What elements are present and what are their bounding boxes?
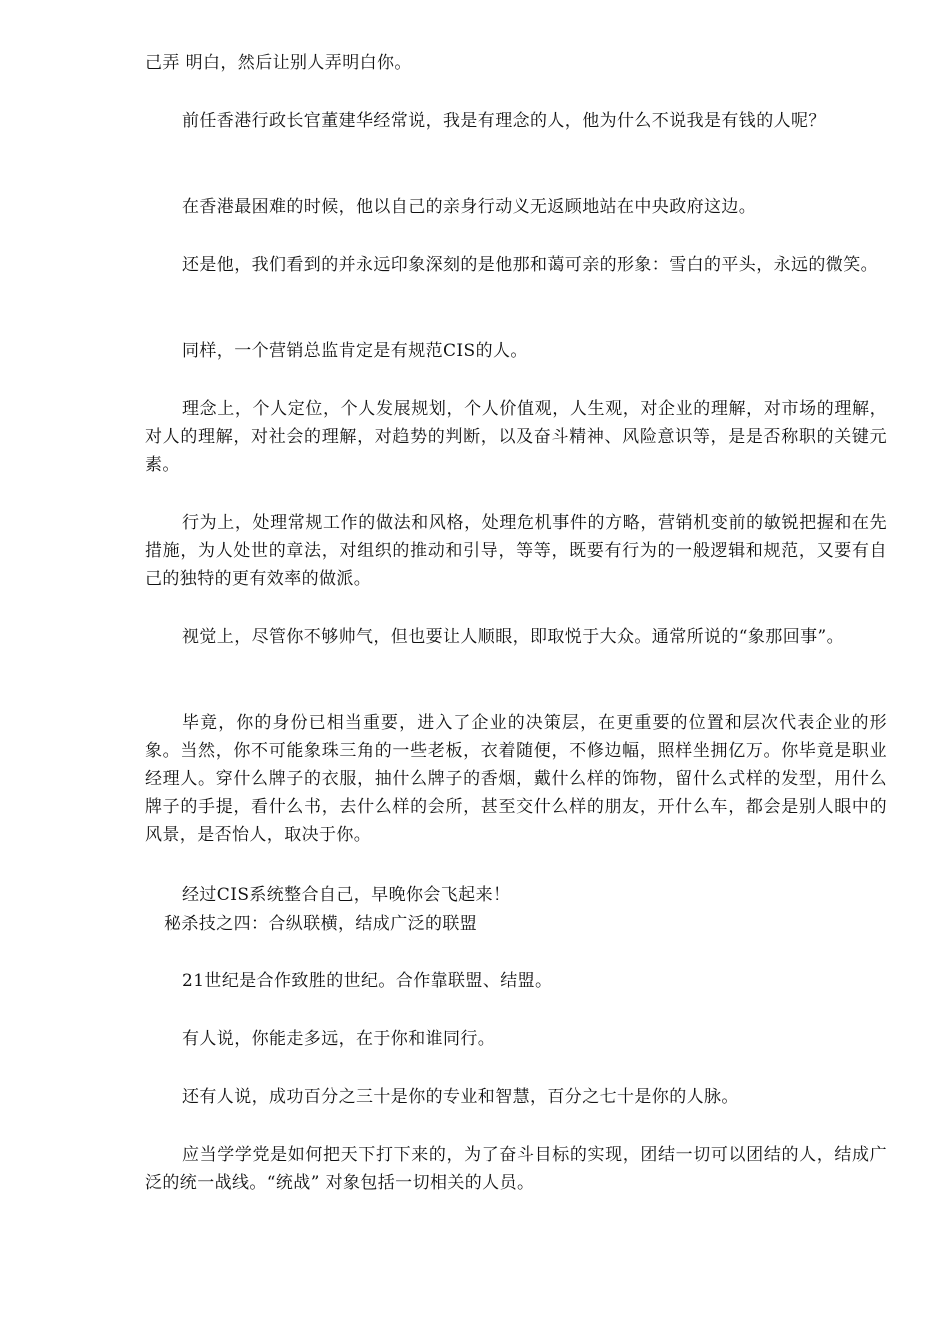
paragraph-united-front: 应当学学党是如何把天下打下来的，为了奋斗目标的实现，团结一切可以团结的人，结成广泛的统一战线。“统战” 对象包括一切相关的人员。 [145,1145,887,1193]
paragraph-image-impression: 还是他，我们看到的并永远印象深刻的是他那和蔼可亲的形象：雪白的平头，永远的微笑。 [182,255,878,275]
paragraph-behavior: 行为上，处理常规工作的做法和风格，处理危机事件的方略，营销机变前的敏锐把握和在先措施，为人处世的章法，对组织的推动和引导，等等，既要有行为的一般逻辑和规范，又要有自己的独特的更有效率的做派。 [145,513,887,589]
paragraph-cis-intro: 同样，一个营销总监肯定是有规范CIS的人。 [182,341,528,361]
paragraph-21st-century: 21世纪是合作致胜的世纪。合作靠联盟、结盟。 [182,971,553,991]
paragraph-concept: 理念上，个人定位，个人发展规划，个人价值观，人生观，对企业的理解，对市场的理解，对人的理解，对社会的理解，对趋势的判断，以及奋斗精神、风险意识等，是是否称职的关键元素。 [145,399,887,475]
paragraph-continuation: 己弄 明白，然后让别人弄明白你。 [145,53,412,73]
paragraph-how-far: 有人说，你能走多远，在于你和谁同行。 [182,1029,496,1049]
paragraph-network: 还有人说，成功百分之三十是你的专业和智慧，百分之七十是你的人脉。 [182,1087,739,1107]
paragraph-identity: 毕竟，你的身份已相当重要，进入了企业的决策层，在更重要的位置和层次代表企业的形象。当然，你不可能象珠三角的一些老板，衣着随便，不修边幅，照样坐拥亿万。你毕竟是职业经理人。穿什么牌子的衣服，抽什么牌子的香烟，戴什么样的饰物，留什么式样的发型，用什么牌子的手提，看什么书，去什么样的会所，甚至交什么样的朋友，开什么车，都会是别人眼中的风景，是否怡人，取决于你。 [145,713,887,845]
paragraph-cis-conclusion: 经过CIS系统整合自己，早晚你会飞起来！ [182,885,511,905]
paragraph-hong-kong-difficult: 在香港最困难的时候，他以自己的亲身行动义无返顾地站在中央政府这边。 [182,197,757,217]
paragraph-visual: 视觉上，尽管你不够帅气，但也要让人顺眼，即取悦于大众。通常所说的“象那回事”。 [182,627,844,647]
section-heading-alliance: 秘杀技之四：合纵联横，结成广泛的联盟 [164,914,478,934]
paragraph-tung-quote: 前任香港行政长官董建华经常说，我是有理念的人，他为什么不说我是有钱的人呢？ [182,111,826,131]
